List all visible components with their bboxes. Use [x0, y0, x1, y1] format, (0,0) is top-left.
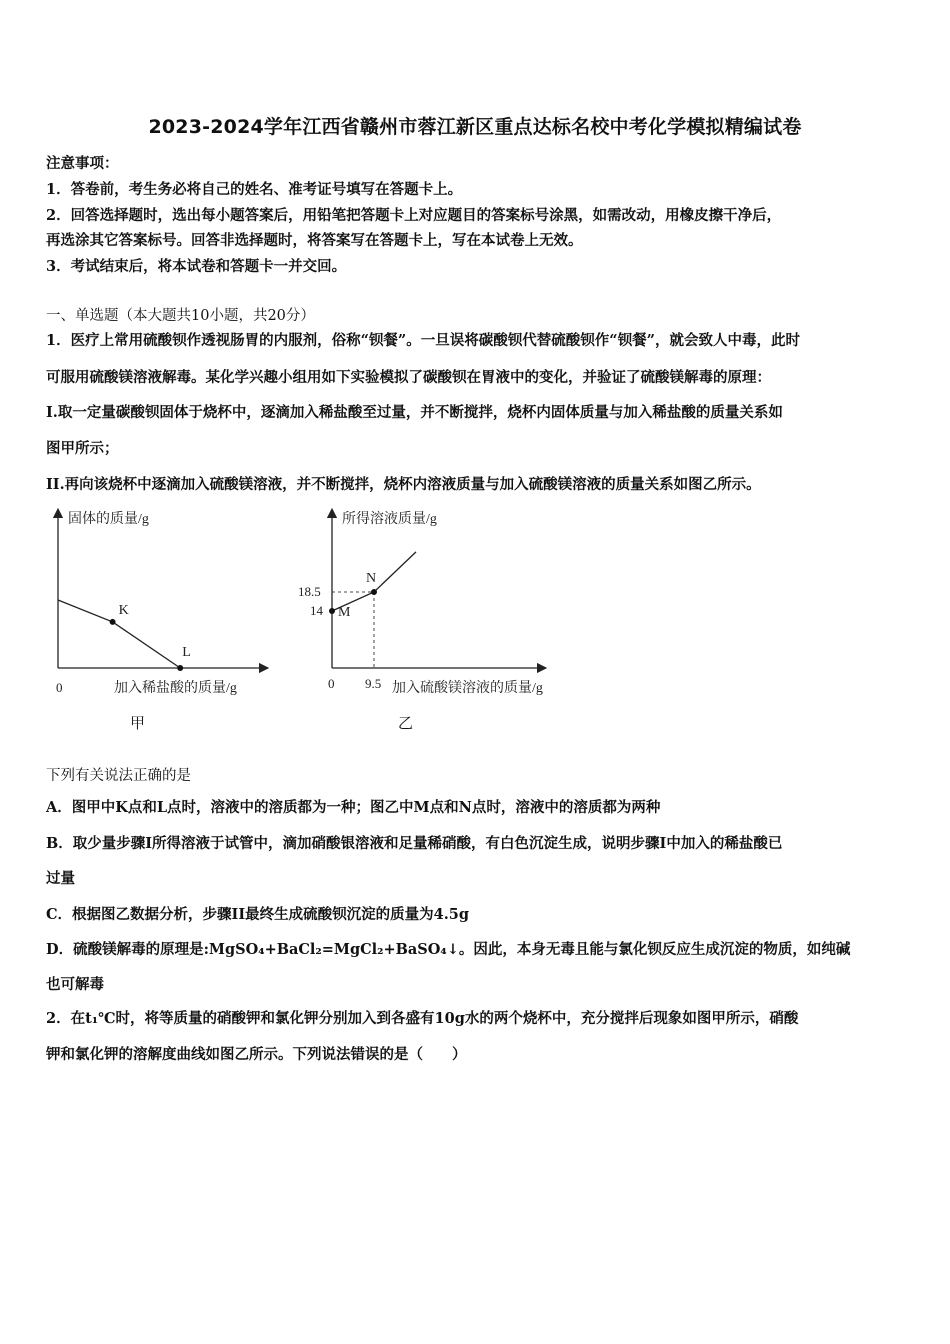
- notice-heading: 注意事项：: [46, 155, 119, 172]
- question-1-line: 可服用硫酸镁溶液解毒。某化学兴趣小组用如下实验模拟了碳酸钡在胃液中的变化，并验证了硫酸镁解毒的原理：: [46, 369, 771, 386]
- notice-item: 2．回答选择题时，选出每小题答案后，用铅笔把答题卡上对应题目的答案标号涂黑，如需改动，用橡皮擦干净后，: [46, 207, 782, 224]
- section-heading: 一、单选题（本大题共10小题，共20分）: [46, 308, 315, 324]
- chart-jia-caption: 甲: [130, 714, 146, 732]
- question-2-line: 2．在t₁℃时，将等质量的硝酸钾和氯化钾分别加入到各盛有10g水的两个烧杯中，充分搅拌后现象如图甲所示，硝酸: [46, 1010, 799, 1027]
- y-axis-label: 固体的质量/g: [68, 512, 149, 527]
- point-n-label: N: [366, 571, 377, 586]
- notice-item: 1．答卷前，考生务必将自己的姓名、准考证号填写在答题卡上。: [46, 181, 463, 198]
- point-l: [177, 665, 183, 671]
- point-k: [110, 619, 116, 625]
- chart-jia: [46, 505, 286, 705]
- x-tick-label: 9.5: [365, 676, 382, 691]
- y-tick-label: 14: [310, 603, 323, 618]
- option-b: B．取少量步骤I所得溶液于试管中，滴加硝酸银溶液和足量稀硝酸，有白色沉淀生成，说明步骤I中加入的稀盐酸已: [46, 835, 783, 852]
- chart-yi-caption: 乙: [398, 714, 414, 732]
- y-axis-label: 所得溶液质量/g: [342, 512, 437, 527]
- option-d: D．硫酸镁解毒的原理是:MgSO₄+BaCl₂=MgCl₂+BaSO₄↓。因此，本身无毒且能与氯化钡反应生成沉淀的物质，如纯碱: [46, 941, 851, 958]
- chart-yi: [290, 505, 590, 705]
- question-1-line: 图甲所示；: [46, 440, 119, 457]
- point-l-label: L: [182, 645, 191, 660]
- question-1-prompt: 下列有关说法正确的是: [46, 768, 191, 784]
- notice-item: 3．考试结束后，将本试卷和答题卡一并交回。: [46, 258, 347, 275]
- point-k-label: K: [118, 602, 129, 618]
- origin-label: 0: [56, 680, 63, 695]
- option-a: A．图甲中K点和L点时，溶液中的溶质都为一种；图乙中M点和N点时，溶液中的溶质都为两种: [46, 799, 661, 816]
- question-2-line: 钾和氯化钾的溶解度曲线如图乙所示。下列说法错误的是（ ）: [46, 1046, 467, 1063]
- origin-label: 0: [328, 676, 335, 691]
- page-title: 2023-2024学年江西省赣州市蓉江新区重点达标名校中考化学模拟精编试卷: [148, 116, 802, 138]
- option-d-cont: 也可解毒: [46, 976, 104, 993]
- question-1-line: 1．医疗上常用硫酸钡作透视肠胃的内服剂，俗称“钡餐”。一旦误将碳酸钡代替硫酸钡作“钡餐”，就会致人中毒，此时: [46, 332, 800, 349]
- question-1-line: II.再向该烧杯中逐滴加入硫酸镁溶液，并不断搅拌，烧杯内溶液质量与加入硫酸镁溶液的质量关系如图乙所示。: [46, 476, 761, 493]
- option-b-cont: 过量: [46, 870, 75, 887]
- x-axis-label: 加入硫酸镁溶液的质量/g: [392, 681, 543, 696]
- question-1-line: I.取一定量碳酸钡固体于烧杯中，逐滴加入稀盐酸至过量，并不断搅拌，烧杯内固体质量与加入稀盐酸的质量关系如: [46, 404, 783, 421]
- notice-item: 再选涂其它答案标号。回答非选择题时，将答案写在答题卡上，写在本试卷上无效。: [46, 232, 583, 249]
- x-axis-label: 加入稀盐酸的质量/g: [114, 681, 237, 696]
- point-m: [329, 608, 335, 614]
- point-n: [371, 589, 377, 595]
- point-m-label: M: [338, 605, 351, 620]
- option-c: C．根据图乙数据分析，步骤II最终生成硫酸钡沉淀的质量为4.5g: [46, 906, 469, 923]
- y-tick-label: 18.5: [298, 584, 321, 599]
